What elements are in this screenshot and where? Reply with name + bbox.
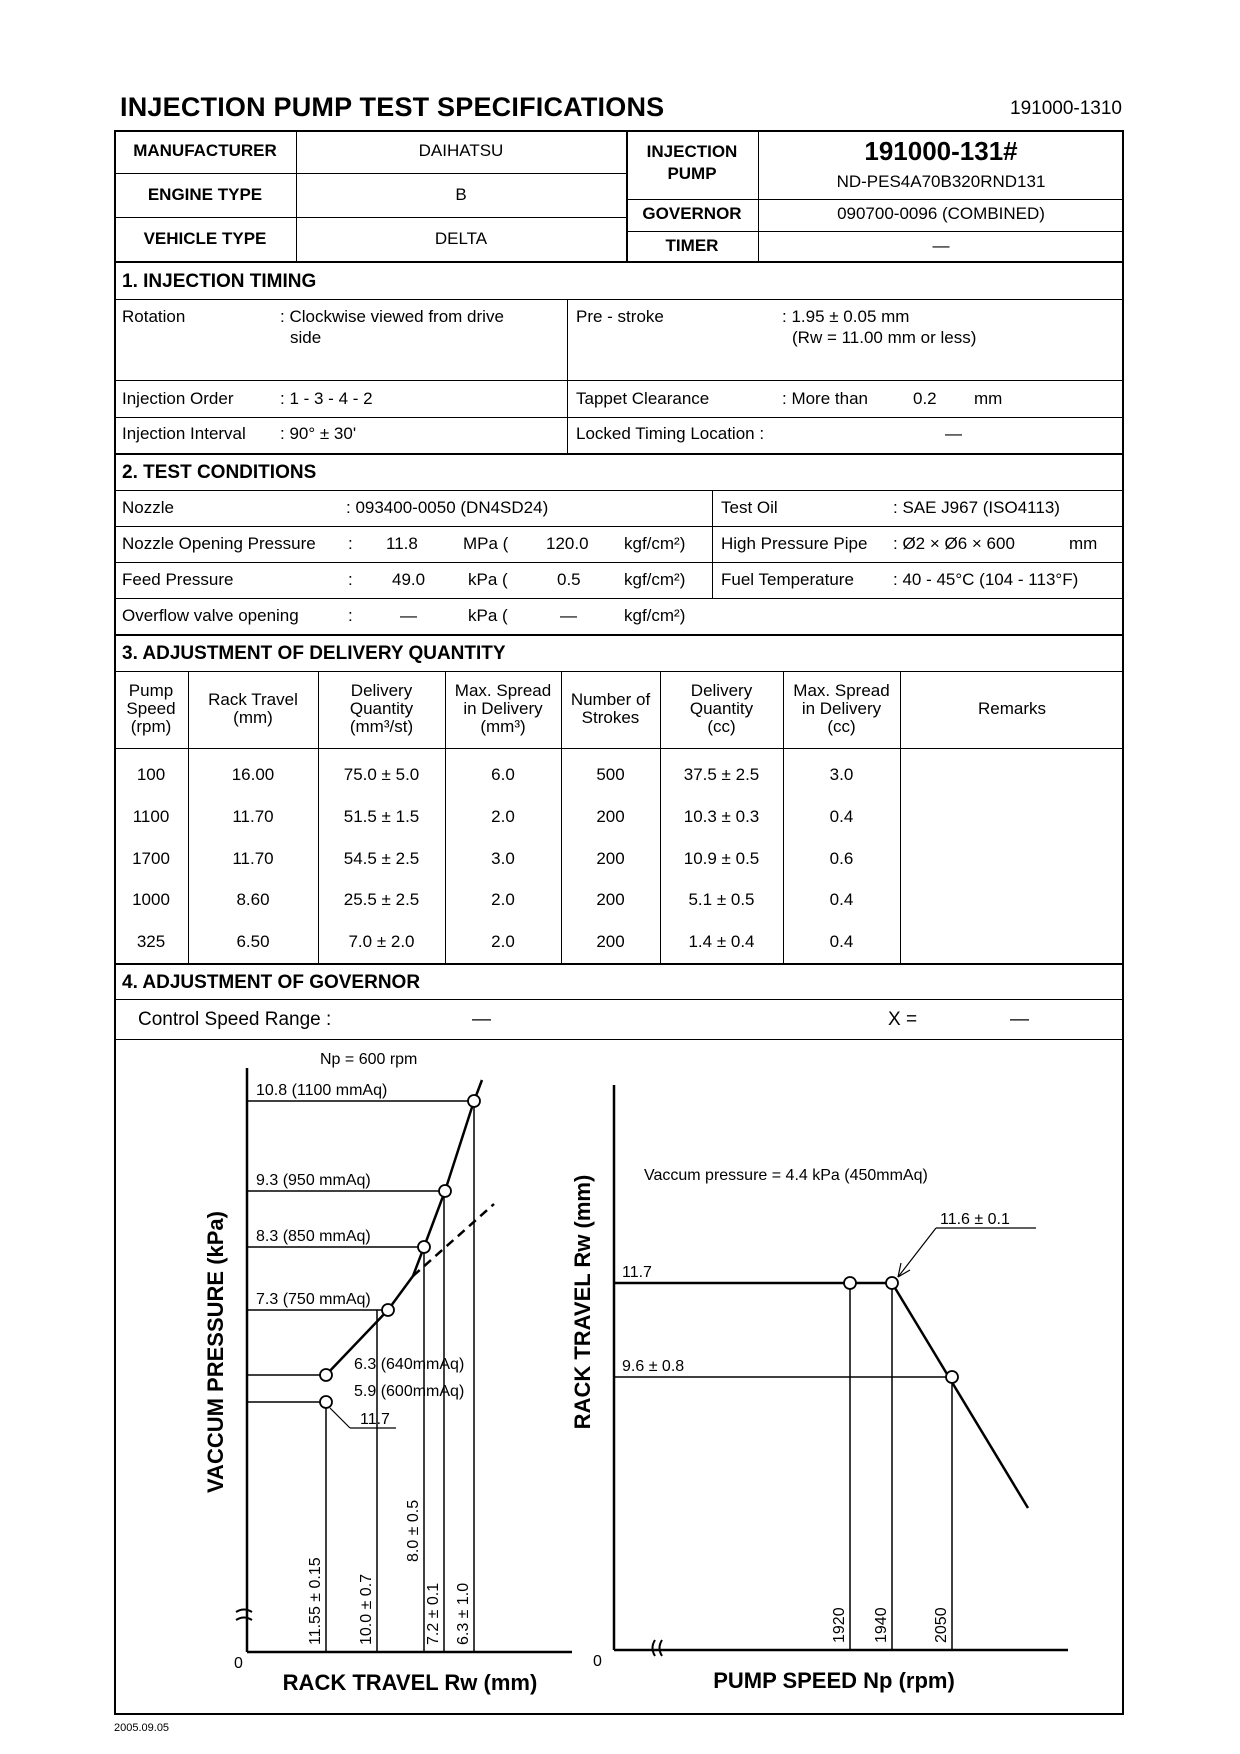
delivery-column-header-line: Delivery xyxy=(690,681,753,700)
delivery-cell: 16.00 xyxy=(231,765,275,784)
document-code: 191000-1310 xyxy=(1010,98,1122,119)
curve-point xyxy=(439,1185,451,1197)
delivery-column-header-line: Max. Spread xyxy=(793,681,890,700)
high-pressure-pipe-unit: mm xyxy=(1069,534,1098,553)
y-axis-label: VACCUM PRESSURE (kPa) xyxy=(203,1211,228,1493)
governor-value: 090700-0096 (COMBINED) xyxy=(837,204,1045,223)
pump-speed-label: 2050 xyxy=(933,1607,950,1643)
rack-travel-label: 8.0 ± 0.5 xyxy=(405,1499,422,1562)
overflow-valve-kpa-unit: kPa ( xyxy=(468,606,508,625)
rack-level-label: 9.6 ± 0.8 xyxy=(622,1358,685,1375)
extension-dashed-line xyxy=(413,1204,494,1276)
pressure-level-label: 8.3 (850 mmAq) xyxy=(256,1228,371,1245)
rotation-value-1: : Clockwise viewed from drive xyxy=(280,307,504,326)
vehicle-type-label: VEHICLE TYPE xyxy=(143,229,267,248)
rack-travel-label: 10.0 ± 0.7 xyxy=(358,1573,375,1645)
x-value: — xyxy=(1010,1009,1029,1030)
overflow-valve-kgf-unit: kgf/cm²) xyxy=(624,606,686,625)
delivery-column-header-line: (mm) xyxy=(233,708,273,727)
delivery-column-header-line: Speed xyxy=(126,699,176,718)
delivery-cell: 10.3 ± 0.3 xyxy=(683,807,760,826)
delivery-cell: 10.9 ± 0.5 xyxy=(683,849,760,868)
delivery-cell: 3.0 xyxy=(829,765,854,784)
delivery-cell: 75.0 ± 5.0 xyxy=(343,765,420,784)
x-label: X = xyxy=(888,1009,918,1030)
prestroke-value-2: (Rw = 11.00 mm or less) xyxy=(792,328,977,347)
delivery-column-header-line: (cc) xyxy=(707,717,736,736)
delivery-cell: 6.50 xyxy=(236,932,270,951)
axis-break-mark xyxy=(653,1640,663,1656)
feed-pressure-colon: : xyxy=(348,570,353,589)
delivery-column-header-line: Quantity xyxy=(349,699,414,718)
axis-break-mark xyxy=(236,1610,252,1621)
delivery-cell: 11.70 xyxy=(232,849,274,868)
origin-label: 0 xyxy=(593,1653,602,1670)
delivery-cell: 3.0 xyxy=(491,849,515,868)
delivery-cell: 200 xyxy=(596,932,625,951)
chart-title: Vaccum pressure = 4.4 kPa (450mmAq) xyxy=(644,1167,928,1184)
feed-pressure-kgf: 0.5 xyxy=(557,570,581,589)
annotation-label: 11.7 xyxy=(360,1411,390,1428)
delivery-column-header-line: Remarks xyxy=(977,699,1046,718)
rack-travel-label: 7.2 ± 0.1 xyxy=(425,1582,442,1645)
pump-speed-chart xyxy=(570,1085,1068,1693)
injection-pump-number: 191000-131# xyxy=(864,136,1018,166)
delivery-column-header-line: Strokes xyxy=(581,708,640,727)
delivery-column-header-line: (rpm) xyxy=(130,717,172,736)
nozzle-value: : 093400-0050 (DN4SD24) xyxy=(346,498,549,517)
feed-pressure-kgf-unit: kgf/cm²) xyxy=(624,570,686,589)
curve-point xyxy=(418,1241,430,1253)
delivery-cell: 325 xyxy=(136,932,166,951)
vehicle-type-value: DELTA xyxy=(434,229,488,248)
tappet-clearance-unit: mm xyxy=(974,389,1003,408)
delivery-cell: 7.0 ± 2.0 xyxy=(348,932,415,951)
manufacturer-label: MANUFACTURER xyxy=(133,141,277,160)
delivery-cell: 5.1 ± 0.5 xyxy=(688,890,755,909)
annotation-arrow xyxy=(898,1228,936,1277)
pump-speed-label: 1940 xyxy=(873,1607,890,1643)
delivery-cell: 1700 xyxy=(132,849,170,868)
delivery-column-header-line: Quantity xyxy=(689,699,754,718)
injection-pump-label-2: PUMP xyxy=(667,164,717,183)
chart-title: Np = 600 rpm xyxy=(320,1051,418,1068)
engine-type-value: B xyxy=(455,185,467,204)
origin-label: 0 xyxy=(234,1655,243,1672)
delivery-cell: 51.5 ± 1.5 xyxy=(343,807,420,826)
document-title: INJECTION PUMP TEST SPECIFICATIONS xyxy=(120,92,665,122)
delivery-cell: 8.60 xyxy=(236,890,270,909)
delivery-cell: 1000 xyxy=(132,890,170,909)
delivery-cell: 0.4 xyxy=(829,890,854,909)
prestroke-value-1: : 1.95 ± 0.05 mm xyxy=(782,307,910,326)
curve-point xyxy=(382,1304,394,1316)
delivery-cell: 6.0 xyxy=(491,765,515,784)
delivery-cell: 500 xyxy=(596,765,625,784)
x-axis-label: RACK TRAVEL Rw (mm) xyxy=(282,1670,538,1695)
delivery-column-header-line: in Delivery xyxy=(463,699,543,718)
feed-pressure-kpa: 49.0 xyxy=(392,570,426,589)
fuel-temperature-value: : 40 - 45°C (104 - 113°F) xyxy=(893,570,1079,589)
control-speed-range-value: — xyxy=(472,1009,491,1030)
delivery-column-header-line: in Delivery xyxy=(801,699,882,718)
curve-point xyxy=(320,1396,332,1408)
curve-point xyxy=(886,1277,898,1289)
manufacturer-value: DAIHATSU xyxy=(418,141,504,160)
y-axis-label: RACK TRAVEL Rw (mm) xyxy=(570,1174,595,1430)
nozzle-opening-pressure-label: Nozzle Opening Pressure xyxy=(122,534,316,553)
delivery-column-header-line: (mm³) xyxy=(480,717,526,736)
document-date: 2005.09.05 xyxy=(114,1722,170,1734)
delivery-cell: 37.5 ± 2.5 xyxy=(683,765,760,784)
tappet-clearance-label: Tappet Clearance xyxy=(576,389,710,408)
locked-timing-value: — xyxy=(945,424,962,443)
pressure-level-label: 9.3 (950 mmAq) xyxy=(256,1172,371,1189)
curve-point xyxy=(468,1095,480,1107)
injection-interval-label: Injection Interval xyxy=(122,424,246,443)
curve-point xyxy=(844,1277,856,1289)
governor-label: GOVERNOR xyxy=(642,204,742,223)
curve-point xyxy=(946,1371,958,1383)
curve-point xyxy=(320,1369,332,1381)
annotation-label: 11.6 ± 0.1 xyxy=(940,1211,1010,1228)
injection-interval-value: : 90° ± 30' xyxy=(280,424,357,443)
injection-order-value: : 1 - 3 - 4 - 2 xyxy=(280,389,373,408)
delivery-column-header-line: (cc) xyxy=(827,717,856,736)
delivery-column-header-line: (mm³/st) xyxy=(349,717,414,736)
delivery-column-header-line: Rack Travel xyxy=(208,690,298,709)
overflow-valve-label: Overflow valve opening xyxy=(122,606,299,625)
delivery-cell: 200 xyxy=(596,807,625,826)
rack-travel-curve xyxy=(892,1283,1028,1508)
delivery-cell: 54.5 ± 2.5 xyxy=(343,849,420,868)
overflow-valve-kpa: — xyxy=(400,606,417,625)
delivery-cell: 1100 xyxy=(132,807,170,826)
test-oil-value: : SAE J967 (ISO4113) xyxy=(893,498,1060,517)
rotation-label: Rotation xyxy=(122,307,186,326)
feed-pressure-kpa-unit: kPa ( xyxy=(468,570,508,589)
nozzle-opening-pressure-kgf-unit: kgf/cm²) xyxy=(624,534,686,553)
injection-pump-model: ND-PES4A70B320RND131 xyxy=(836,172,1046,191)
fuel-temperature-label: Fuel Temperature xyxy=(721,570,854,589)
vacuum-chart xyxy=(203,1051,572,1695)
test-oil-label: Test Oil xyxy=(721,498,778,517)
delivery-cell: 2.0 xyxy=(491,807,515,826)
injection-order-label: Injection Order xyxy=(122,389,234,408)
delivery-column-header-line: Delivery xyxy=(350,681,413,700)
nozzle-opening-pressure-mpa: 11.8 xyxy=(386,534,418,553)
rack-level-label: 11.7 xyxy=(622,1264,652,1281)
delivery-cell: 2.0 xyxy=(491,890,515,909)
x-axis-label: PUMP SPEED Np (rpm) xyxy=(713,1668,955,1693)
delivery-cell: 2.0 xyxy=(491,932,515,951)
feed-pressure-label: Feed Pressure xyxy=(122,570,234,589)
delivery-cell: 25.5 ± 2.5 xyxy=(343,890,420,909)
delivery-cell: 0.4 xyxy=(829,807,854,826)
delivery-cell: 100 xyxy=(136,765,166,784)
nozzle-label: Nozzle xyxy=(122,498,174,517)
delivery-cell: 11.70 xyxy=(232,807,274,826)
high-pressure-pipe-value: : Ø2 × Ø6 × 600 xyxy=(893,534,1015,553)
nozzle-opening-pressure-kgf: 120.0 xyxy=(546,534,589,553)
test-conditions-heading: 2. TEST CONDITIONS xyxy=(122,462,317,483)
high-pressure-pipe-label: High Pressure Pipe xyxy=(721,534,868,553)
locked-timing-label: Locked Timing Location : xyxy=(576,424,765,443)
nozzle-opening-pressure-colon: : xyxy=(348,534,353,553)
rack-travel-label: 6.3 ± 1.0 xyxy=(455,1582,472,1645)
rack-travel-label: 11.55 ± 0.15 xyxy=(307,1557,324,1645)
annotation-arrow xyxy=(330,1408,350,1428)
overflow-valve-kgf: — xyxy=(560,606,577,625)
delivery-column-header-line: Max. Spread xyxy=(454,681,552,700)
engine-type-label: ENGINE TYPE xyxy=(147,185,263,204)
pump-speed-label: 1920 xyxy=(831,1607,848,1643)
tappet-clearance-prefix: : More than xyxy=(782,389,868,408)
governor-heading: 4. ADJUSTMENT OF GOVERNOR xyxy=(122,972,421,993)
control-speed-range-label: Control Speed Range : xyxy=(138,1009,332,1030)
timer-value: — xyxy=(932,236,950,255)
pressure-level-label: 7.3 (750 mmAq) xyxy=(256,1291,371,1308)
delivery-cell: 1.4 ± 0.4 xyxy=(688,932,755,951)
timer-label: TIMER xyxy=(665,236,719,255)
injection-pump-label-1: INJECTION xyxy=(646,142,738,161)
prestroke-label: Pre - stroke xyxy=(576,307,664,326)
delivery-cell: 200 xyxy=(596,849,625,868)
injection-timing-heading: 1. INJECTION TIMING xyxy=(122,271,317,292)
pressure-level-label: 5.9 (600mmAq) xyxy=(354,1383,465,1400)
tappet-clearance-value: 0.2 xyxy=(913,389,937,408)
pressure-level-label: 10.8 (1100 mmAq) xyxy=(256,1082,388,1099)
delivery-column-header-line: Pump xyxy=(128,681,174,700)
delivery-cell: 0.6 xyxy=(829,849,854,868)
delivery-cell: 200 xyxy=(596,890,625,909)
nozzle-opening-pressure-mpa-unit: MPa ( xyxy=(463,534,509,553)
delivery-column-header-line: Number of xyxy=(570,690,651,709)
pressure-level-label: 6.3 (640mmAq) xyxy=(354,1356,465,1373)
rotation-value-2: side xyxy=(290,328,322,347)
overflow-valve-colon: : xyxy=(348,606,353,625)
delivery-cell: 0.4 xyxy=(829,932,854,951)
delivery-heading: 3. ADJUSTMENT OF DELIVERY QUANTITY xyxy=(122,643,506,664)
